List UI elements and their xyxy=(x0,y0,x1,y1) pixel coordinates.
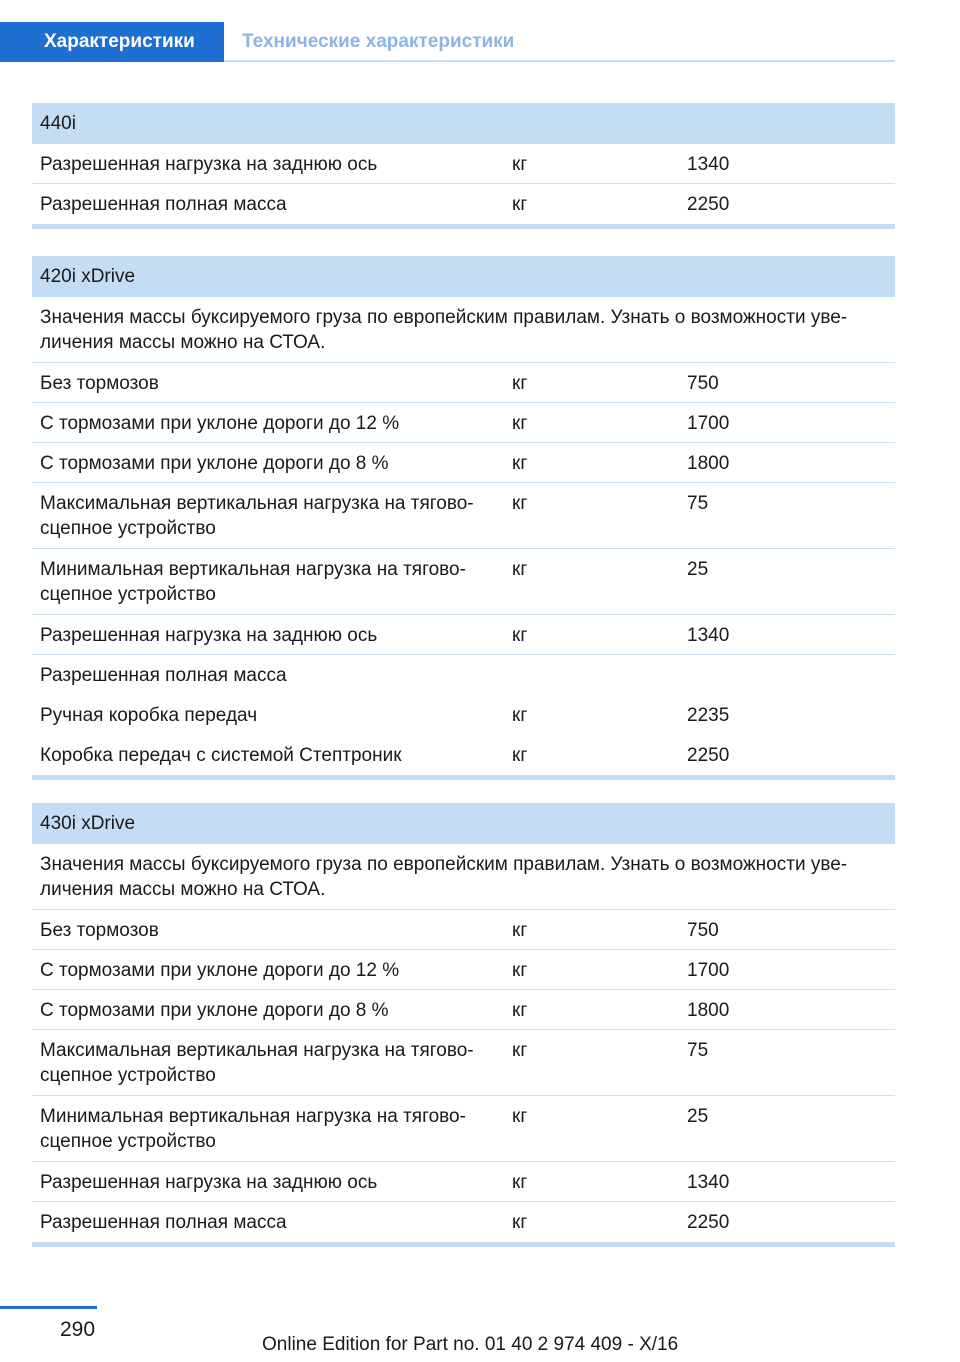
row-value: 1340 xyxy=(687,154,730,175)
table-end-bar xyxy=(32,1242,895,1247)
table-row xyxy=(32,184,895,224)
row-value: 2250 xyxy=(687,745,730,766)
row-label: Без тормозов xyxy=(40,920,159,941)
row-unit: кг xyxy=(512,1000,528,1021)
row-value: 25 xyxy=(687,1106,709,1127)
section-note xyxy=(32,297,895,363)
row-value: 1700 xyxy=(687,413,730,434)
row-label xyxy=(40,1038,500,1088)
row-unit: кг xyxy=(512,1106,528,1127)
table-row xyxy=(32,443,895,483)
table-row xyxy=(32,1030,895,1096)
row-unit: кг xyxy=(512,745,528,766)
row-label: Разрешенная полная масса xyxy=(40,1212,287,1233)
row-unit: кг xyxy=(512,960,528,981)
breadcrumb-technical-data[interactable]: Технические характеристики xyxy=(242,31,515,52)
table-430i-xdrive xyxy=(32,803,895,1247)
table-row xyxy=(32,1096,895,1162)
table-row xyxy=(32,1202,895,1242)
row-unit: кг xyxy=(512,1172,528,1193)
page-header xyxy=(0,0,960,62)
table-row xyxy=(32,990,895,1030)
row-label: Разрешенная нагрузка на заднюю ось xyxy=(40,625,378,646)
row-label: Без тормозов xyxy=(40,373,159,394)
note-line: Значения массы буксируемого груза по европейским правилам. Узнать о возможности уве‐ xyxy=(40,854,848,875)
section-title: 420i xDrive xyxy=(32,256,895,297)
row-label: Разрешенная нагрузка на заднюю ось xyxy=(40,154,378,175)
note-line: личения массы можно на СТОА. xyxy=(40,332,326,353)
row-value: 2250 xyxy=(687,194,730,215)
row-value: 750 xyxy=(687,920,719,941)
row-value: 1340 xyxy=(687,625,730,646)
row-value: 750 xyxy=(687,373,719,394)
row-label xyxy=(40,557,500,607)
row-label: С тормозами при уклоне дороги до 8 % xyxy=(40,1000,389,1021)
table-end-bar xyxy=(32,775,895,780)
row-value: 1700 xyxy=(687,960,730,981)
row-label: Разрешенная полная масса xyxy=(40,665,287,686)
table-440i xyxy=(32,103,895,229)
row-unit: кг xyxy=(512,493,528,514)
row-label: Разрешенная нагрузка на заднюю ось xyxy=(40,1172,378,1193)
row-unit: кг xyxy=(512,1040,528,1061)
footer-accent-line xyxy=(0,1306,97,1309)
row-value: 2250 xyxy=(687,1212,730,1233)
table-row xyxy=(32,1162,895,1202)
row-unit: кг xyxy=(512,194,528,215)
section-title: 430i xDrive xyxy=(32,803,895,844)
table-row xyxy=(32,363,895,403)
table-row xyxy=(32,655,895,695)
row-value: 1340 xyxy=(687,1172,730,1193)
row-label: С тормозами при уклоне дороги до 12 % xyxy=(40,960,400,981)
row-value: 2235 xyxy=(687,705,730,726)
row-value: 75 xyxy=(687,1040,709,1061)
row-unit: кг xyxy=(512,920,528,941)
table-row xyxy=(32,403,895,443)
row-label-line: Минимальная вертикальная нагрузка на тягово‐ xyxy=(40,559,466,580)
row-value: 1800 xyxy=(687,1000,730,1021)
row-unit: кг xyxy=(512,413,528,434)
row-label xyxy=(40,1104,500,1154)
row-unit: кг xyxy=(512,559,528,580)
table-row xyxy=(32,910,895,950)
table-row xyxy=(32,549,895,615)
row-label-line: сцепное устройство xyxy=(40,1065,216,1086)
row-unit: кг xyxy=(512,453,528,474)
row-label: С тормозами при уклоне дороги до 12 % xyxy=(40,413,400,434)
row-unit: кг xyxy=(512,1212,528,1233)
row-unit: кг xyxy=(512,154,528,175)
table-row xyxy=(32,615,895,655)
note-line: личения массы можно на СТОА. xyxy=(40,879,326,900)
section-title: 440i xyxy=(32,103,895,144)
table-row xyxy=(32,144,895,184)
row-label: Разрешенная полная масса xyxy=(40,194,287,215)
header-divider xyxy=(224,60,895,62)
row-value: 1800 xyxy=(687,453,730,474)
row-value: 25 xyxy=(687,559,709,580)
row-label-line: сцепное устройство xyxy=(40,584,216,605)
row-label-line: Минимальная вертикальная нагрузка на тягово‐ xyxy=(40,1106,466,1127)
row-unit: кг xyxy=(512,373,528,394)
row-unit: кг xyxy=(512,625,528,646)
row-label: Ручная коробка передач xyxy=(40,705,258,726)
row-unit: кг xyxy=(512,705,528,726)
row-label-line: сцепное устройство xyxy=(40,518,216,539)
row-label-line: Максимальная вертикальная нагрузка на тягово‐ xyxy=(40,1040,474,1061)
row-value: 75 xyxy=(687,493,709,514)
row-label-line: сцепное устройство xyxy=(40,1131,216,1152)
note-line: Значения массы буксируемого груза по европейским правилам. Узнать о возможности уве‐ xyxy=(40,307,848,328)
row-label: С тормозами при уклоне дороги до 8 % xyxy=(40,453,389,474)
row-label-line: Максимальная вертикальная нагрузка на тягово‐ xyxy=(40,493,474,514)
table-row xyxy=(32,735,895,775)
tab-characteristics[interactable]: Характеристики xyxy=(0,22,224,62)
table-row xyxy=(32,950,895,990)
table-row xyxy=(32,483,895,549)
section-note xyxy=(32,844,895,910)
row-label xyxy=(40,491,500,541)
page-number: 290 xyxy=(60,1318,96,1341)
edition-footer: Online Edition for Part no. 01 40 2 974 409 - X/16 xyxy=(262,1334,679,1355)
row-label: Коробка передач с системой Стептроник xyxy=(40,745,402,766)
table-row xyxy=(32,695,895,735)
table-420i-xdrive xyxy=(32,256,895,780)
table-end-bar xyxy=(32,224,895,229)
